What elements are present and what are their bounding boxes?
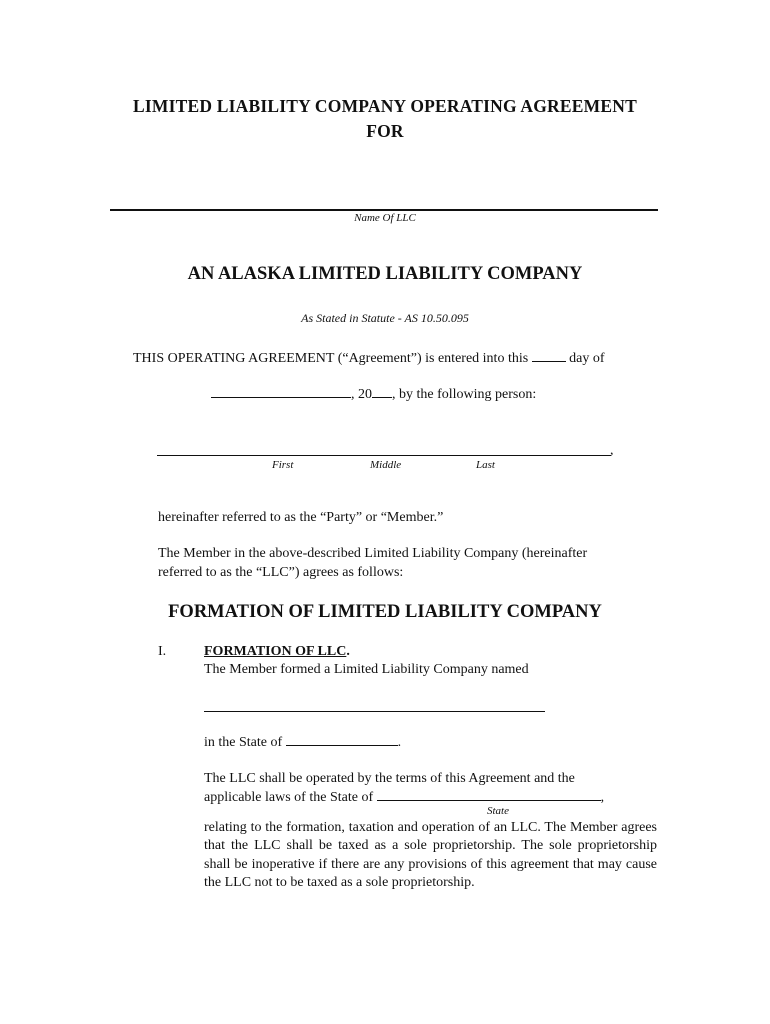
state-of-prefix: in the State of xyxy=(204,735,283,750)
person-name-comma: , xyxy=(610,443,614,458)
article-title-period: . xyxy=(346,644,350,659)
llc-name-blank-line[interactable] xyxy=(204,711,545,712)
state-of-line xyxy=(204,733,401,752)
article-sentence: The Member formed a Limited Liability Company named xyxy=(204,662,529,677)
relating-paragraph: relating to the formation, taxation and operation of an LLC. The Member agrees that the LLC shall be taxed as a sole proprietorship. The sole proprietorship shall be inoperative if there are any provisions of this agreement that may cause the LLC not to be taxed as a sole proprietorship. xyxy=(204,820,657,890)
operated-line-2-suffix: , xyxy=(600,790,605,805)
document-title-line-2: FOR xyxy=(366,121,404,141)
last-name-label: Last xyxy=(476,459,495,471)
hereinafter-text: hereinafter referred to as the “Party” or “Member.” xyxy=(158,510,444,525)
state-of-suffix: . xyxy=(397,735,402,750)
person-name-line[interactable] xyxy=(157,455,611,456)
state-blank[interactable] xyxy=(286,733,398,746)
operated-line-2-prefix: applicable laws of the State of xyxy=(204,790,374,805)
intro-line-1 xyxy=(133,349,693,368)
month-blank[interactable] xyxy=(211,385,351,398)
state-caption: State xyxy=(487,805,509,817)
llc-name-line[interactable] xyxy=(110,209,658,211)
state-heading: AN ALASKA LIMITED LIABILITY COMPANY xyxy=(187,264,583,284)
member-paragraph-line-1: The Member in the above-described Limited Liability Company (hereinafter xyxy=(158,546,588,561)
document-title-line-1: LIMITED LIABILITY COMPANY OPERATING AGREEMENT xyxy=(133,96,637,116)
intro-text-a: THIS OPERATING AGREEMENT (“Agreement”) is entered into this xyxy=(133,351,529,366)
article-title: FORMATION OF LLC xyxy=(204,644,347,659)
day-blank[interactable] xyxy=(532,349,566,362)
member-paragraph-line-2: referred to as the “LLC”) agrees as follows: xyxy=(158,565,404,580)
governing-state-blank[interactable] xyxy=(377,788,601,801)
intro-line-2 xyxy=(211,385,711,404)
operated-line-2 xyxy=(204,788,604,807)
llc-name-caption: Name Of LLC xyxy=(354,212,416,224)
operated-line-1: The LLC shall be operated by the terms of this Agreement and the xyxy=(204,771,575,786)
middle-name-label: Middle xyxy=(370,459,402,471)
intro-text-following: , by the following person: xyxy=(392,387,537,402)
year-blank[interactable] xyxy=(372,385,392,398)
first-name-label: First xyxy=(272,459,294,471)
statute-reference: As Stated in Statute - AS 10.50.095 xyxy=(301,311,469,325)
article-number: I. xyxy=(158,644,167,659)
section-heading: FORMATION OF LIMITED LIABILITY COMPANY xyxy=(168,602,602,622)
year-prefix: , 20 xyxy=(351,387,372,402)
intro-text-b: day of xyxy=(569,351,605,366)
article-heading xyxy=(204,642,350,661)
